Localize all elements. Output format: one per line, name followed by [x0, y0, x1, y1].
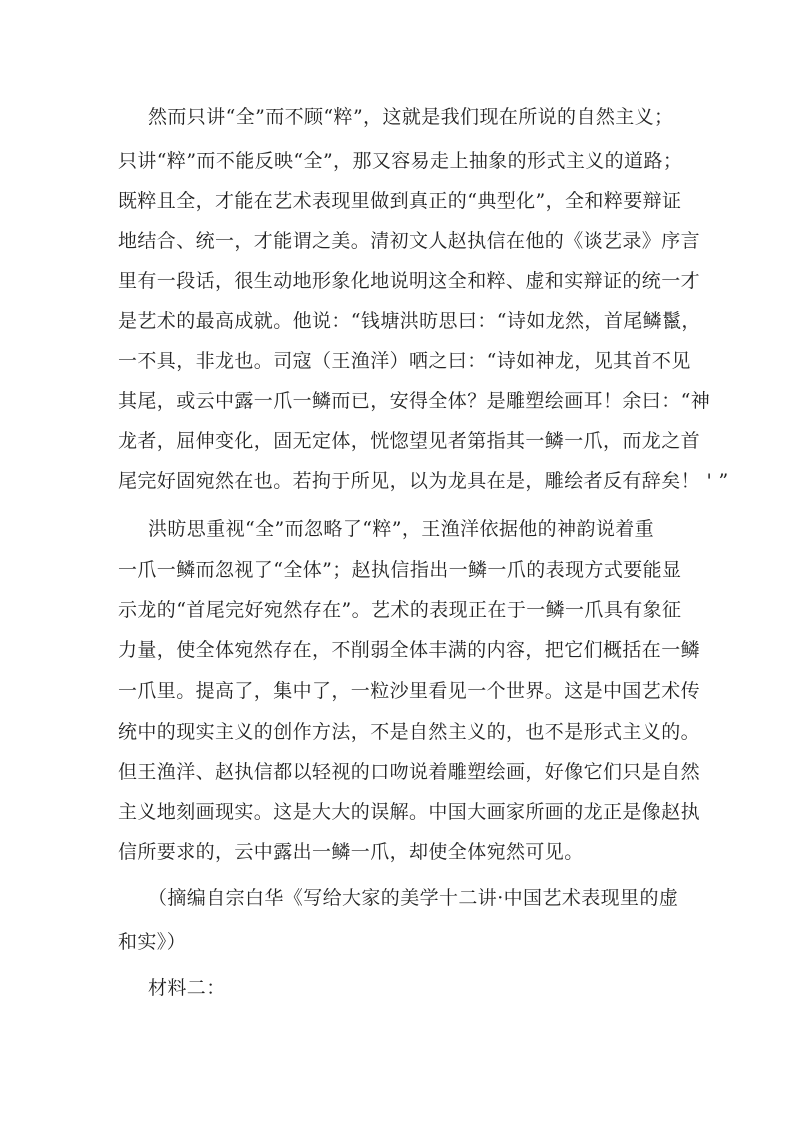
section-label: 材料二： [148, 977, 226, 999]
paragraph-line: 力量，使全体宛然存在，不削弱全体丰满的内容，把它们概括在一鳞 [118, 639, 701, 661]
paragraph-line: 统中的现实主义的创作方法，不是自然主义的，也不是形式主义的。 [118, 721, 701, 743]
citation-line: 和实》） [118, 931, 187, 953]
paragraph-line: 龙者，屈伸变化，固无定体，恍惚望见者第指其一鳞一爪，而龙之首 [118, 430, 701, 452]
paragraph-line: 尾完好固宛然在也。若拘于所见，以为龙具在是，雕绘者反有辞矣！ ' ” [118, 470, 729, 492]
paragraph-line: 主义地刻画现实。这是大大的误解。中国大画家所画的龙正是像赵执 [118, 801, 701, 823]
citation-line: （摘编自宗白华《写给大家的美学十二讲·中国艺术表现里的虚 [148, 887, 679, 909]
paragraph-line: 里有一段话，很生动地形象化地说明这全和粹、虚和实辩证的统一才 [118, 270, 701, 292]
paragraph-line: 只讲“粹”而不能反映“全”，那又容易走上抽象的形式主义的道路； [118, 150, 683, 172]
paragraph-line: 是艺术的最高成就。他说：“钱塘洪昉思曰：“诗如龙然，首尾鳞鬣， [118, 310, 701, 332]
paragraph-line: 但王渔洋、赵执信都以轻视的口吻说着雕塑绘画，好像它们只是自然 [118, 761, 701, 783]
paragraph-line: 示龙的“首尾完好宛然存在”。艺术的表现正在于一鳞一爪具有象征 [118, 599, 682, 621]
paragraph-line: 地结合、统一，才能谓之美。清初文人赵执信在他的《谈艺录》序言 [118, 230, 701, 252]
paragraph-line: 一不具，非龙也。司寇（王渔洋）哂之曰：“诗如神龙，见其首不见 [118, 350, 691, 372]
paragraph-line: 然而只讲“全”而不顾“粹”，这就是我们现在所说的自然主义； [148, 106, 674, 128]
paragraph-line: 一爪一鳞而忽视了“全体”；赵执信指出一鳞一爪的表现方式要能显 [118, 559, 682, 581]
paragraph-line: 既粹且全，才能在艺术表现里做到真正的“典型化”，全和粹要辩证 [118, 190, 682, 212]
paragraph-line: 洪昉思重视“全”而忽略了“粹”，王渔洋依据他的神韵说着重 [148, 518, 655, 540]
paragraph-line: 其尾，或云中露一爪一鳞而已，安得全体？是雕塑绘画耳！余曰：“神 [118, 390, 711, 412]
paragraph-line: 信所要求的，云中露出一鳞一爪，却使全体宛然可见。 [118, 841, 584, 863]
paragraph-line: 一爪里。提高了，集中了，一粒沙里看见一个世界。这是中国艺术传 [118, 680, 701, 702]
